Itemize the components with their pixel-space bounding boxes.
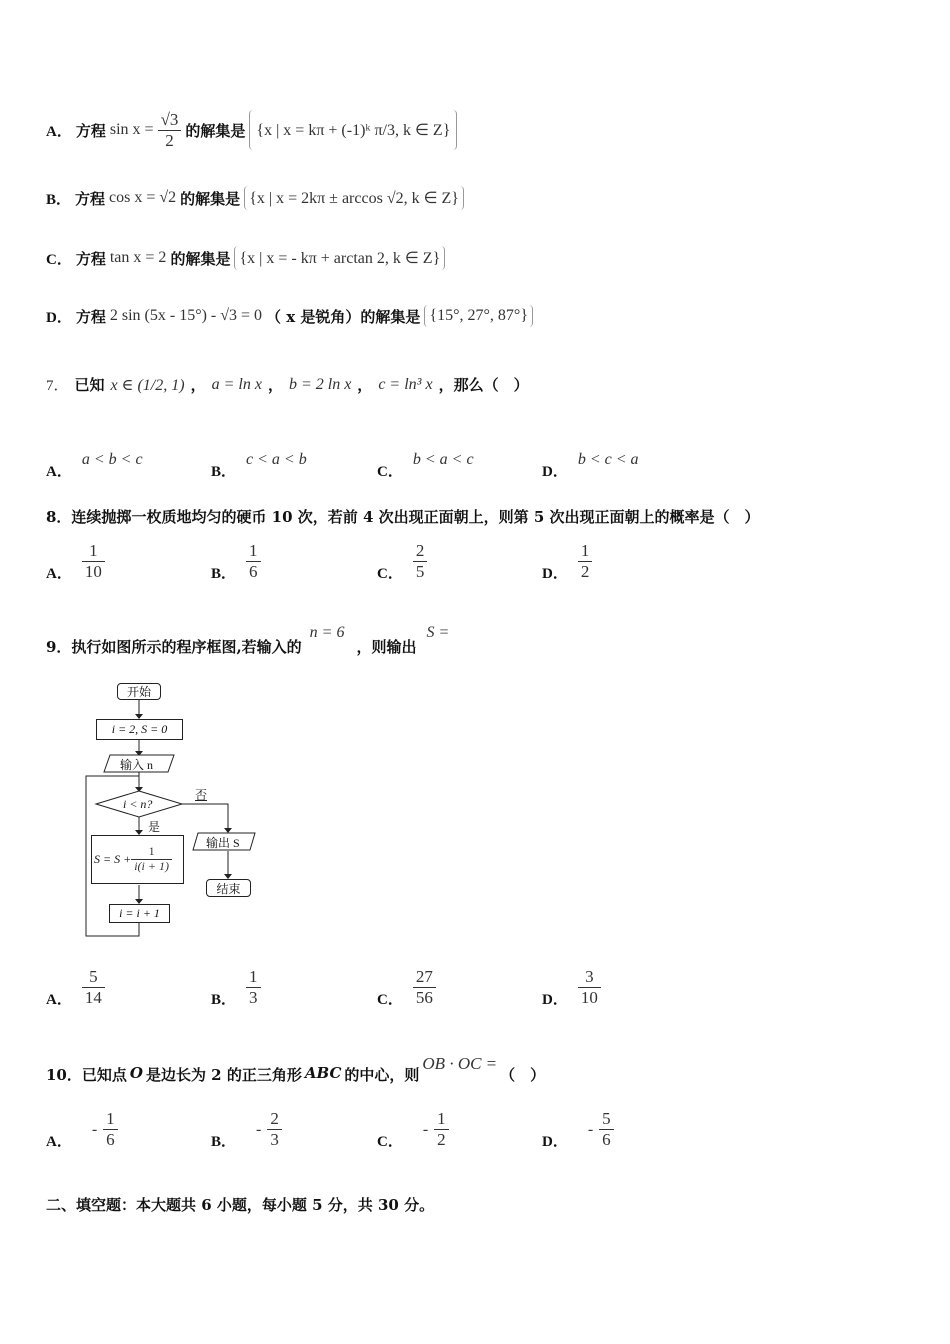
q7-b: b = 2 ln x: [288, 375, 352, 393]
q10-mid1: 是边长为 2 的正三角形: [145, 1066, 302, 1084]
q9-prefix: 9．执行如图所示的程序框图,若输入的: [46, 638, 302, 656]
q9-option-d[interactable]: D． $\frac{3}{10}$: [542, 966, 601, 1009]
flow-init: i = 2, S = 0: [96, 719, 183, 740]
q9-option-a[interactable]: A． $\frac{5}{14}$: [46, 966, 105, 1009]
flow-start: 开始: [117, 683, 161, 700]
flow-input: 输入 n: [120, 758, 154, 772]
option-prefix: 方程: [75, 121, 106, 140]
q10-tail: （ ）: [500, 1066, 546, 1084]
solution-set: {x | x = - kπ + arctan 2, k ∈ Z}: [234, 246, 445, 270]
flow-update-s: S = S + $\frac{1}{i(i + 1)}$: [91, 835, 184, 884]
equation: sin x =: [109, 121, 154, 139]
q8-stem: 8．连续抛掷一枚质地均匀的硬币 10 次，若前 4 次出现正面朝上，则第 5 次出现正面朝上的概率是（ ）: [46, 508, 760, 526]
option-label: B．: [46, 191, 72, 208]
q7-option-b[interactable]: B．c < a < b: [211, 451, 307, 480]
q7-option-a[interactable]: A．a < b < c: [46, 451, 143, 480]
option-mid: 的解集是: [180, 189, 241, 208]
q8-option-a[interactable]: A． $\frac{1}{10}$: [46, 540, 105, 583]
q8-option-c[interactable]: C． $\frac{2}{5}$: [377, 540, 427, 583]
separator: ，: [267, 376, 283, 394]
option-prefix: 方程: [75, 249, 106, 268]
flow-condition: i < n?: [123, 797, 153, 811]
q7-tail: ，那么（ ）: [438, 376, 529, 394]
solution-set: {15°, 27°, 87°}: [424, 305, 533, 327]
flow-output: 输出 S: [206, 836, 240, 850]
equation: tan x = 2: [109, 249, 167, 266]
q9-n: n = 6: [309, 624, 345, 641]
q8-option-b[interactable]: B． $\frac{1}{6}$: [211, 540, 261, 583]
equation: 2 sin (5x - 15°) - √3 = 0: [109, 307, 263, 324]
flow-yes-label: 是: [148, 820, 161, 834]
option-label: C．: [46, 251, 72, 268]
q7-known: 已知: [74, 376, 105, 394]
separator: ，: [190, 376, 206, 394]
q10-option-b[interactable]: B． - $\frac{2}{3}$: [211, 1108, 282, 1151]
q10-stem: [46, 1054, 545, 1085]
q10-prefix: 10．已知点: [46, 1066, 127, 1084]
equation: cos x = √2: [109, 189, 177, 206]
q9-mid: ，则输出: [356, 638, 417, 656]
flow-end: 结束: [206, 879, 251, 897]
option-mid: 的解集是: [185, 121, 246, 140]
q7-condition: x ∈ (1/2, 1): [110, 376, 185, 394]
q7-option-d[interactable]: D．b < c < a: [542, 451, 639, 480]
q7-a: a = ln x: [211, 375, 262, 393]
q10-triangle: ABC: [304, 1064, 342, 1082]
flow-update-i: i = i + 1: [109, 904, 170, 923]
q8-option-d[interactable]: D． $\frac{1}{2}$: [542, 540, 592, 583]
option-label: D．: [46, 309, 72, 326]
option-mid: 的解集是: [170, 249, 231, 268]
q9-option-c[interactable]: C． $\frac{27}{56}$: [377, 966, 436, 1009]
q7-option-c[interactable]: C．b < a < c: [377, 451, 474, 480]
q10-option-a[interactable]: A． - $\frac{1}{6}$: [46, 1108, 118, 1151]
q7-c: c = ln³ x: [378, 375, 433, 393]
section-heading: 二、填空题：本大题共 6 小题，每小题 5 分，共 30 分。: [46, 1196, 435, 1214]
q10-option-d[interactable]: D． - $\frac{5}{6}$: [542, 1108, 614, 1151]
q10-mid2: 的中心，则: [344, 1066, 420, 1084]
q10-option-c[interactable]: C． - $\frac{1}{2}$: [377, 1108, 449, 1151]
fraction: $\frac{√3}{2}$: [158, 110, 182, 150]
option-prefix: 方程: [75, 307, 106, 326]
q9-option-b[interactable]: B． $\frac{1}{3}$: [211, 966, 261, 1009]
option-label: A．: [46, 123, 72, 140]
flow-no-label: 否: [195, 788, 208, 802]
solution-set: {x | x = kπ + (-1)ᵏ π/3, k ∈ Z}: [249, 110, 457, 150]
option-prefix: 方程: [75, 189, 106, 208]
q10-expression: OB · OC =: [422, 1054, 498, 1073]
solution-set: {x | x = 2kπ ± arccos √2, k ∈ Z}: [244, 186, 464, 210]
separator: ，: [357, 376, 373, 394]
option-note: （ x 是锐角）的解集是: [266, 307, 421, 326]
q9-s: S =: [426, 624, 450, 641]
question-number: 7．: [46, 378, 69, 394]
q10-point-o: O: [129, 1064, 143, 1082]
